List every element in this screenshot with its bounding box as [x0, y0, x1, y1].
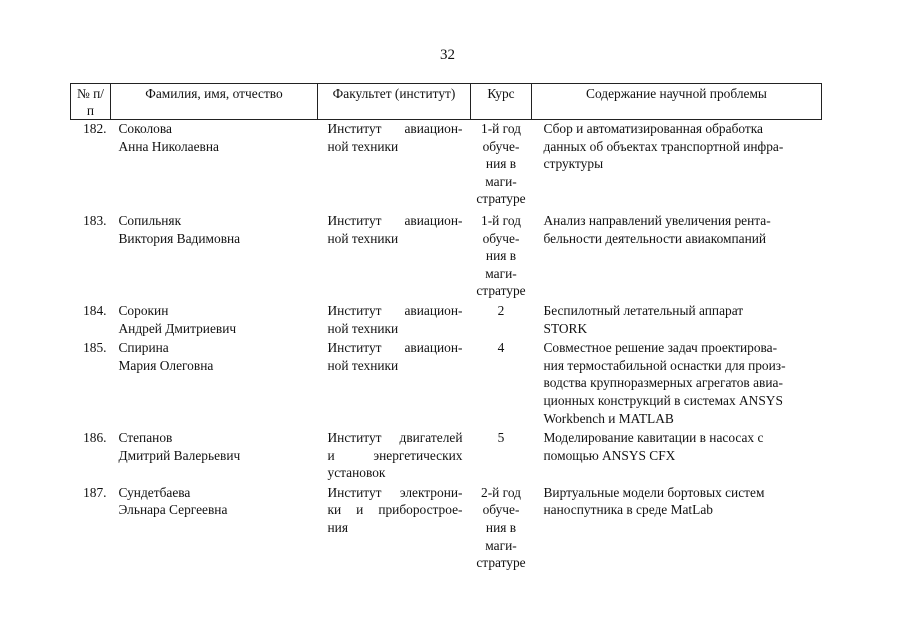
- course-line: обуче-: [482, 502, 520, 518]
- row-number: 185.: [83, 340, 107, 356]
- header-num: № п/п: [71, 84, 111, 120]
- faculty-line: Институт авиацион-: [327, 121, 463, 136]
- table-row: [71, 300, 822, 337]
- topic-line: STORK: [543, 320, 588, 336]
- course-line: стратуре: [476, 555, 526, 571]
- table-row: [71, 482, 822, 572]
- row-number: 182.: [83, 121, 107, 136]
- faculty-line: Институт авиацион-: [327, 302, 463, 318]
- faculty-line: ки и приборострое-: [327, 502, 463, 518]
- header-name: Фамилия, имя, отчество: [111, 84, 318, 120]
- topic-line: наноспутника в среде MatLab: [543, 502, 713, 518]
- topic-line: Анализ направлений увеличения рента-: [543, 212, 771, 228]
- topic-line: помощью ANSYS CFX: [543, 447, 676, 463]
- faculty-cell: [318, 337, 471, 427]
- student-given-names: Мария Олеговна: [118, 357, 214, 373]
- student-name: [111, 337, 318, 427]
- row-number: 184.: [83, 302, 107, 318]
- row-number: 186.: [83, 430, 107, 446]
- faculty-line: ной техники: [327, 320, 399, 336]
- topic-line: данных об объектах транспортной инфра-: [543, 138, 784, 154]
- student-surname: Сопильняк: [118, 212, 182, 228]
- course-line: маги-: [485, 265, 517, 281]
- student-surname: Сорокин: [118, 302, 169, 318]
- student-given-names: Андрей Дмитриевич: [118, 320, 237, 336]
- student-surname: Степанов: [118, 430, 173, 446]
- course-line: обуче-: [482, 230, 520, 246]
- course-line: 1-й год: [481, 212, 521, 228]
- student-surname: Соколова: [118, 121, 172, 136]
- table-header-row: [71, 84, 822, 120]
- page-number: 32: [440, 47, 455, 63]
- topic-line: структуры: [543, 156, 604, 172]
- student-name: [111, 120, 318, 208]
- topic-line: водства крупноразмерных агрегатов авиа-: [543, 375, 783, 391]
- course-line: стратуре: [476, 191, 526, 207]
- row-number: 187.: [83, 484, 107, 500]
- course-line: 5: [497, 430, 505, 446]
- topic-cell: [532, 208, 822, 300]
- faculty-line: Институт двигателей: [327, 430, 463, 446]
- header-course: Курс: [471, 84, 532, 120]
- topic-cell: [532, 482, 822, 572]
- faculty-line: установок: [327, 465, 386, 481]
- student-name: [111, 300, 318, 337]
- faculty-cell: [318, 208, 471, 300]
- course-cell: [471, 337, 532, 427]
- course-line: обуче-: [482, 138, 520, 154]
- topic-line: Workbench и MATLAB: [543, 410, 674, 426]
- topic-line: ния термостабильной оснастки для произ-: [543, 357, 786, 373]
- topic-line: Сбор и автоматизированная обработка: [543, 121, 763, 136]
- faculty-line: Институт авиацион-: [327, 212, 463, 228]
- faculty-line: Институт электрони-: [327, 484, 463, 500]
- row-number: 183.: [83, 212, 107, 228]
- topic-line: Совместное решение задач проектирова-: [543, 340, 778, 356]
- topic-cell: [532, 337, 822, 427]
- student-given-names: Дмитрий Валерьевич: [118, 447, 241, 463]
- course-line: 4: [497, 340, 505, 356]
- table-row: [71, 337, 822, 427]
- student-surname: Спирина: [118, 340, 169, 356]
- students-table: [70, 83, 822, 572]
- course-line: 1-й год: [481, 121, 521, 136]
- course-cell: [471, 427, 532, 482]
- faculty-cell: [318, 427, 471, 482]
- faculty-cell: [318, 300, 471, 337]
- header-topic: Содержание научной проблемы: [532, 84, 822, 120]
- course-line: ния в: [485, 156, 517, 172]
- faculty-cell: [318, 482, 471, 572]
- table-row: [71, 427, 822, 482]
- course-line: ния в: [485, 248, 517, 264]
- topic-line: Виртуальные модели бортовых систем: [543, 484, 765, 500]
- faculty-line: ной техники: [327, 357, 399, 373]
- topic-line: Моделирование кавитации в насосах с: [543, 430, 764, 446]
- course-line: маги-: [485, 537, 517, 553]
- course-cell: [471, 120, 532, 208]
- student-given-names: Эльнара Сергеевна: [118, 502, 228, 518]
- faculty-line: ния: [327, 520, 348, 536]
- header-faculty: Факультет (институт): [318, 84, 471, 120]
- table-body: [71, 120, 822, 572]
- students-table-wrapper: [70, 83, 822, 572]
- faculty-line: Институт авиацион-: [327, 340, 463, 356]
- faculty-line: ной техники: [327, 230, 399, 246]
- course-cell: [471, 208, 532, 300]
- table-row: [71, 208, 822, 300]
- faculty-line: ной техники: [327, 138, 399, 154]
- table-row: [71, 120, 822, 208]
- student-name: [111, 208, 318, 300]
- topic-cell: [532, 120, 822, 208]
- topic-line: Беспилотный летательный аппарат: [543, 302, 744, 318]
- course-line: маги-: [485, 173, 517, 189]
- student-name: [111, 427, 318, 482]
- student-given-names: Анна Николаевна: [118, 138, 219, 154]
- course-line: стратуре: [476, 283, 526, 299]
- faculty-line: и энергетических: [327, 447, 463, 463]
- topic-cell: [532, 300, 822, 337]
- course-line: 2-й год: [481, 484, 521, 500]
- student-surname: Сундетбаева: [118, 484, 191, 500]
- course-line: ния в: [485, 520, 517, 536]
- course-cell: [471, 300, 532, 337]
- student-given-names: Виктория Вадимовна: [118, 230, 241, 246]
- faculty-cell: [318, 120, 471, 208]
- course-line: 2: [497, 302, 505, 318]
- course-cell: [471, 482, 532, 572]
- topic-line: бельности деятельности авиакомпаний: [543, 230, 767, 246]
- topic-line: ционных конструкций в системах ANSYS: [543, 392, 783, 408]
- student-name: [111, 482, 318, 572]
- topic-cell: [532, 427, 822, 482]
